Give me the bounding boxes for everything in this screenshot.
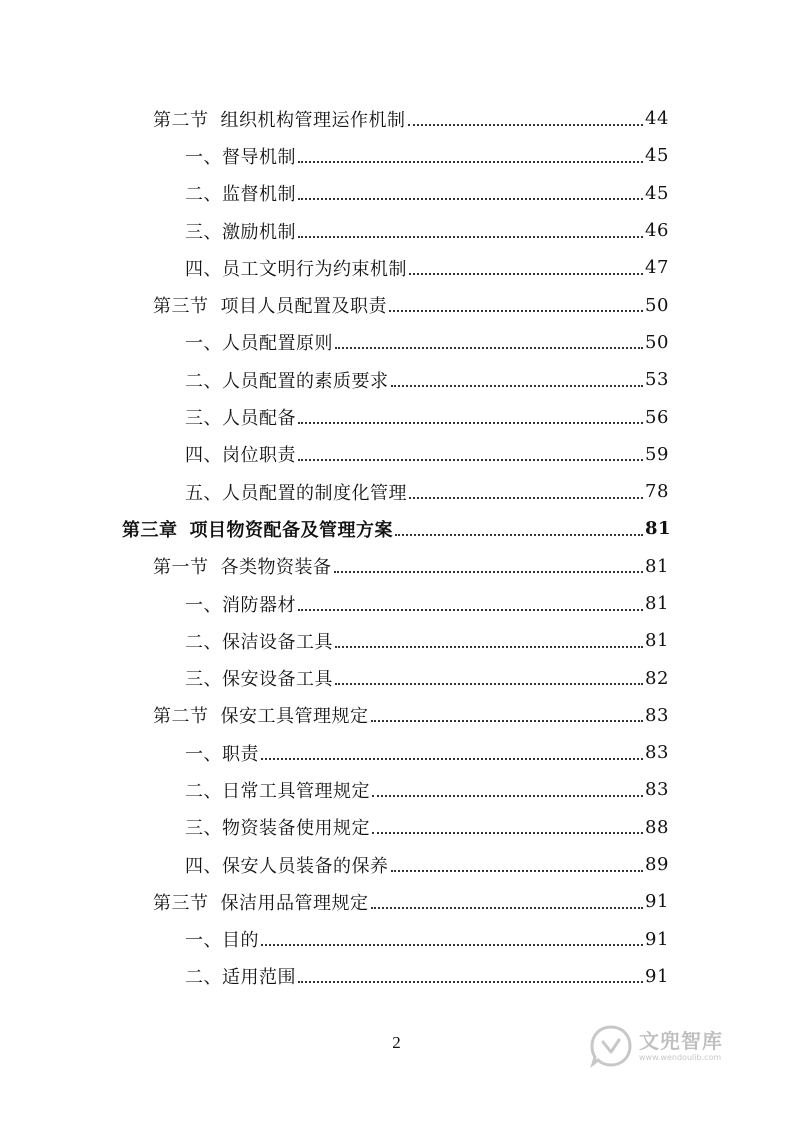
toc-leader-dots [335, 347, 643, 349]
toc-entry-label [122, 516, 393, 542]
toc-entry[interactable] [0, 398, 793, 435]
toc-entry-page: 45 [645, 145, 669, 167]
toc-entry-label [185, 441, 296, 467]
toc-entry-title: 适用范围 [222, 967, 296, 989]
toc-entry-page: 81 [645, 593, 669, 614]
toc-entry-number: 一、 [185, 594, 222, 616]
toc-entry-title: 保洁用品管理规定 [220, 892, 369, 914]
toc-entry[interactable] [0, 436, 793, 473]
toc-entry-page: 45 [645, 182, 669, 204]
toc-entry-title: 督导机制 [222, 146, 296, 168]
toc-entry-title: 激励机制 [222, 221, 296, 243]
toc-entry-title: 人员配备 [222, 408, 296, 430]
toc-entry-title: 保洁设备工具 [222, 631, 333, 653]
toc-entry[interactable] [0, 809, 793, 846]
toc-leader-dots [298, 459, 643, 461]
toc-entry-title: 岗位职责 [222, 445, 296, 467]
toc-entry-page: 83 [645, 742, 669, 764]
toc-leader-dots [389, 310, 643, 312]
toc-entry-label [153, 106, 406, 132]
toc-entry[interactable] [0, 771, 793, 808]
toc-entry[interactable] [0, 622, 793, 659]
toc-entry-title: 项目物资配备及管理方案 [189, 519, 393, 541]
watermark-logo-icon [589, 1024, 633, 1068]
toc-entry[interactable] [0, 659, 793, 696]
toc-leader-dots [391, 870, 644, 872]
toc-entry-page: 56 [645, 406, 669, 428]
toc-entry-number: 一、 [185, 146, 222, 168]
toc-entry-number: 四、 [185, 855, 222, 877]
toc-entry-title: 目的 [222, 930, 259, 952]
toc-entry-label [153, 702, 369, 728]
toc-entry-label [185, 218, 296, 244]
toc-entry-label [185, 628, 333, 654]
toc-entry[interactable] [0, 361, 793, 398]
toc-entry-number: 二、 [185, 631, 222, 653]
toc-entry[interactable] [0, 249, 793, 286]
toc-entry-label [153, 292, 387, 318]
toc-entry-title: 保安工具管理规定 [220, 706, 369, 728]
watermark [589, 1018, 759, 1074]
toc-entry-title: 保安人员装备的保养 [222, 855, 389, 877]
toc-entry-number: 二、 [185, 370, 222, 392]
watermark-url: www.wendoulib.com [639, 1052, 722, 1062]
toc-entry-title: 各类物资装备 [220, 557, 332, 579]
toc-entry-number: 第一节 [153, 557, 209, 579]
table-of-contents [0, 100, 793, 995]
toc-entry-page: 59 [645, 443, 669, 465]
toc-leader-dots [261, 758, 643, 760]
toc-entry-title: 物资装备使用规定 [222, 818, 370, 840]
toc-entry-page: 47 [645, 257, 669, 279]
toc-leader-dots [391, 385, 644, 387]
toc-entry-number: 三、 [185, 221, 222, 243]
toc-entry-page: 53 [645, 369, 669, 391]
toc-entry-label [185, 852, 389, 878]
toc-entry[interactable] [0, 212, 793, 249]
toc-leader-dots [395, 534, 643, 536]
toc-entry-title: 职责 [222, 743, 259, 765]
toc-entry-number: 五、 [185, 482, 222, 504]
toc-entry[interactable] [0, 921, 793, 958]
toc-entry[interactable] [0, 175, 793, 212]
toc-entry[interactable] [0, 137, 793, 174]
toc-entry-number: 一、 [185, 930, 222, 952]
toc-entry-number: 第三节 [153, 296, 209, 318]
toc-entry-page: 91 [645, 891, 669, 913]
toc-entry-title: 人员配置原则 [222, 333, 333, 355]
toc-entry[interactable] [0, 286, 793, 323]
toc-entry-title: 员工文明行为约束机制 [222, 258, 407, 280]
toc-leader-dots [409, 497, 643, 499]
toc-entry-label [153, 553, 332, 579]
watermark-title: 文兜智库 [639, 1028, 723, 1053]
toc-entry[interactable] [0, 883, 793, 920]
toc-entry-title: 日常工具管理规定 [222, 780, 370, 802]
toc-leader-dots [371, 720, 644, 722]
toc-entry-label [185, 777, 370, 803]
toc-leader-dots [298, 609, 643, 611]
toc-entry-label [185, 329, 333, 355]
toc-entry-page: 46 [645, 220, 669, 242]
toc-entry-label [185, 665, 333, 691]
toc-entry-page: 83 [645, 779, 669, 801]
toc-entry-number: 第二节 [153, 706, 209, 728]
toc-leader-dots [298, 422, 643, 424]
toc-entry[interactable] [0, 324, 793, 361]
toc-entry-label [185, 404, 296, 430]
toc-entry-title: 组织机构管理运作机制 [220, 109, 406, 131]
toc-entry-number: 二、 [185, 184, 222, 206]
toc-entry-title: 人员配置的制度化管理 [222, 482, 407, 504]
toc-entry-page: 82 [645, 667, 669, 689]
toc-entry-number: 四、 [185, 258, 222, 280]
toc-entry-number: 二、 [185, 967, 222, 989]
toc-entry-label [185, 963, 296, 989]
toc-entry-label [185, 479, 407, 505]
toc-entry-page: 78 [645, 481, 669, 503]
toc-entry[interactable] [0, 510, 793, 547]
toc-entry-label [185, 926, 259, 952]
toc-leader-dots [335, 683, 643, 685]
toc-entry-title: 消防器材 [222, 594, 296, 616]
toc-entry-title: 人员配置的素质要求 [222, 370, 389, 392]
toc-entry[interactable] [0, 958, 793, 995]
toc-entry-label [185, 814, 370, 840]
toc-entry-number: 第三节 [153, 892, 209, 914]
toc-entry-page: 91 [645, 928, 669, 950]
toc-entry-page: 88 [645, 816, 669, 838]
toc-entry-number: 三、 [185, 669, 222, 691]
toc-entry-page: 91 [645, 965, 669, 987]
toc-entry-page: 50 [645, 331, 669, 353]
toc-entry-page: 44 [645, 108, 669, 130]
toc-entry-page: 81 [645, 555, 669, 577]
toc-entry[interactable] [0, 548, 793, 585]
toc-entry-label [185, 591, 296, 617]
toc-entry-label [185, 367, 389, 393]
toc-entry-number: 三、 [185, 408, 222, 430]
toc-leader-dots [298, 981, 643, 983]
toc-leader-dots [408, 124, 644, 126]
toc-entry-number: 第三章 [122, 519, 178, 541]
toc-leader-dots [298, 198, 643, 200]
toc-entry[interactable] [0, 100, 793, 137]
toc-entry-number: 二、 [185, 780, 222, 802]
toc-entry-label [185, 143, 296, 169]
toc-leader-dots [335, 646, 643, 648]
toc-entry-page: 50 [645, 294, 669, 316]
toc-entry-title: 保安设备工具 [222, 669, 333, 691]
toc-entry[interactable] [0, 846, 793, 883]
toc-leader-dots [261, 944, 643, 946]
toc-entry-page: 81 [645, 518, 672, 540]
toc-entry-number: 一、 [185, 333, 222, 355]
toc-entry-page: 83 [645, 704, 669, 726]
toc-entry-page: 81 [645, 630, 669, 652]
toc-entry-number: 三、 [185, 818, 222, 840]
toc-entry-number: 四、 [185, 445, 222, 467]
toc-entry[interactable] [0, 734, 793, 771]
page-number: 2 [392, 1033, 401, 1052]
toc-entry[interactable] [0, 585, 793, 622]
toc-entry-label [153, 889, 369, 915]
toc-leader-dots [298, 161, 643, 163]
toc-leader-dots [372, 795, 643, 797]
toc-leader-dots [371, 907, 644, 909]
toc-entry-title: 监督机制 [222, 184, 296, 206]
toc-entry[interactable] [0, 473, 793, 510]
toc-entry-label [185, 255, 407, 281]
toc-entry-label [185, 740, 259, 766]
toc-entry-title: 项目人员配置及职责 [220, 296, 387, 318]
toc-leader-dots [298, 236, 643, 238]
toc-leader-dots [409, 273, 643, 275]
toc-leader-dots [372, 832, 643, 834]
toc-entry[interactable] [0, 697, 793, 734]
toc-entry-label [185, 180, 296, 206]
toc-entry-number: 第二节 [153, 109, 209, 131]
toc-leader-dots [334, 571, 644, 573]
toc-entry-page: 89 [645, 854, 669, 876]
toc-entry-number: 一、 [185, 743, 222, 765]
